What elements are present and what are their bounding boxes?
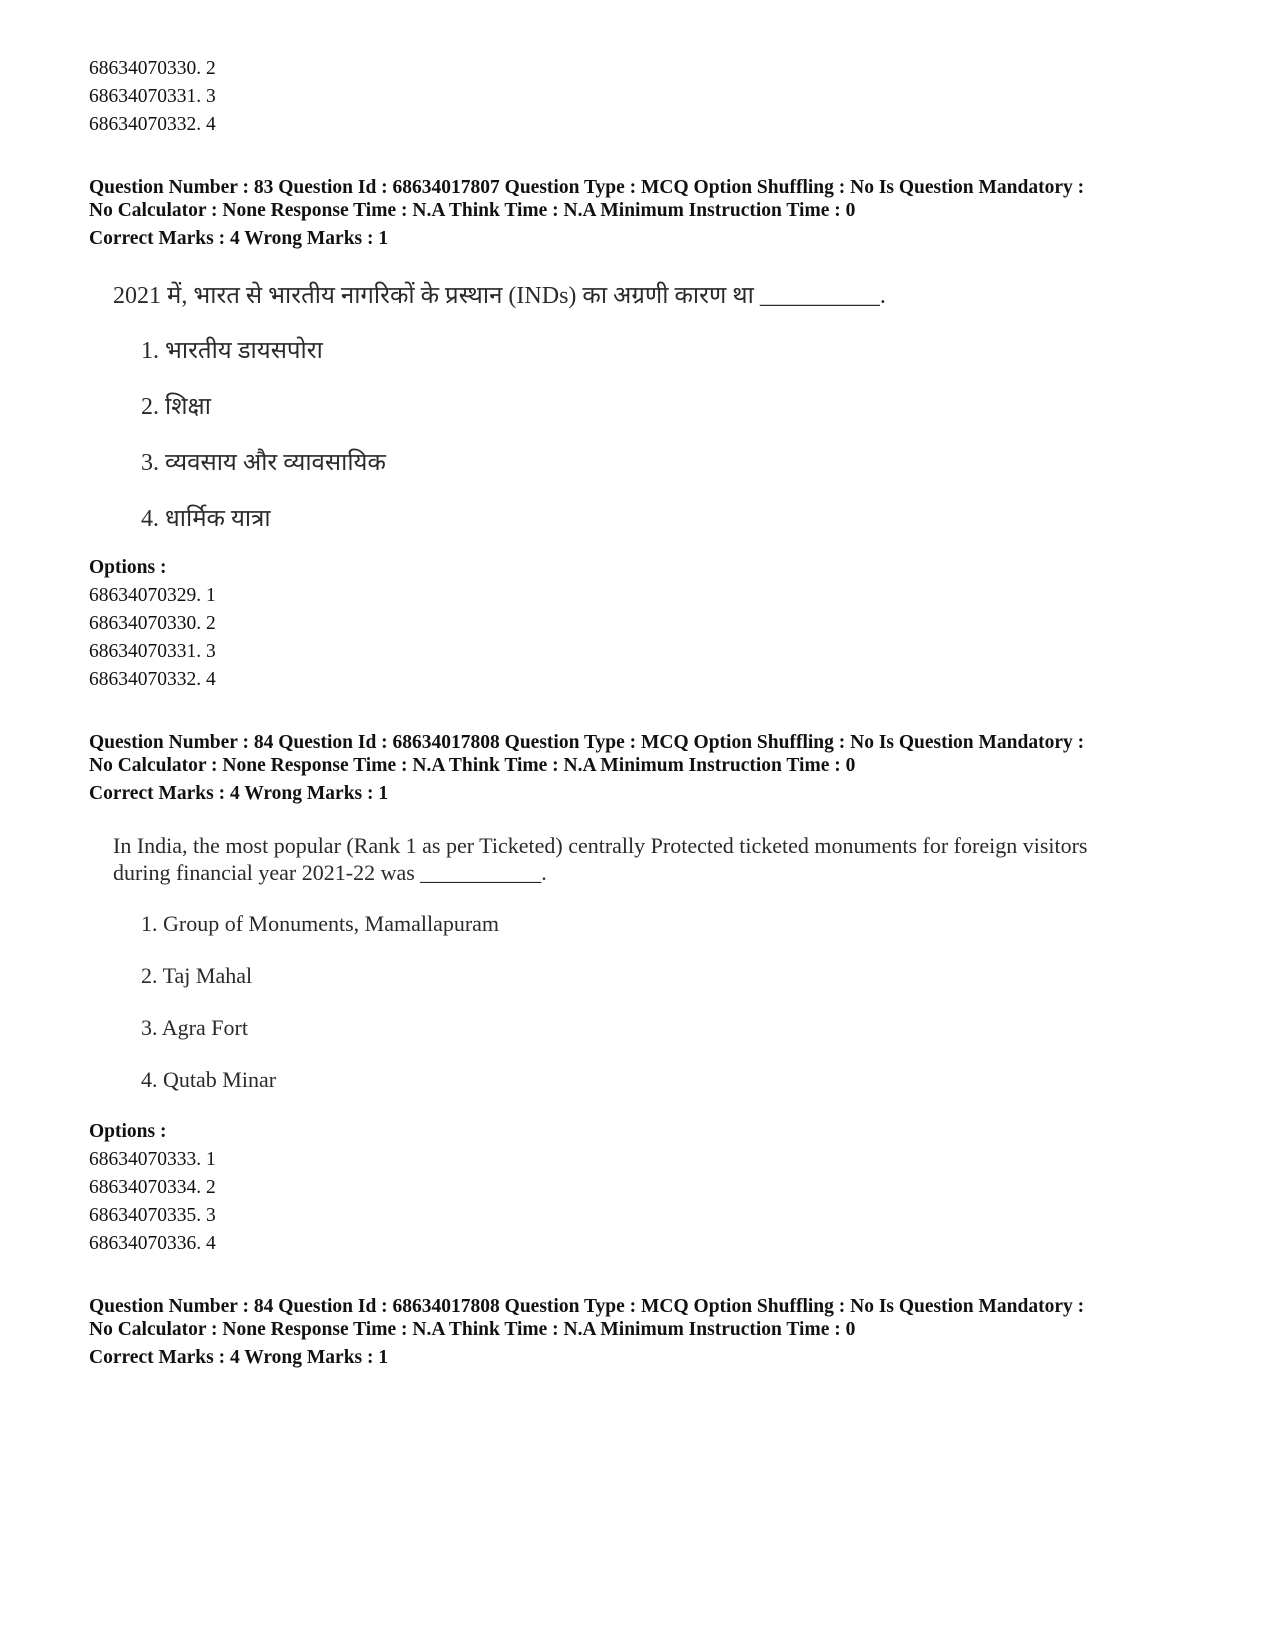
option-id-line: 68634070331. 3 bbox=[89, 86, 216, 107]
option-id-line: 68634070331. 3 bbox=[89, 641, 216, 662]
option-id-line: 68634070334. 2 bbox=[89, 1177, 216, 1198]
question-marks: Correct Marks : 4 Wrong Marks : 1 bbox=[89, 228, 389, 249]
option-id-line: 68634070333. 1 bbox=[89, 1149, 216, 1170]
question-text-line2: during financial year 2021-22 was ___________. bbox=[113, 860, 547, 885]
question-header-line2: No Calculator : None Response Time : N.A Think Time : N.A Minimum Instruction Time : 0 bbox=[89, 755, 856, 776]
question-marks: Correct Marks : 4 Wrong Marks : 1 bbox=[89, 783, 389, 804]
options-label: Options : bbox=[89, 557, 167, 578]
answer-choice: 3. व्यवसाय और व्यावसायिक bbox=[141, 450, 386, 476]
question-marks: Correct Marks : 4 Wrong Marks : 1 bbox=[89, 1347, 389, 1368]
question-header-line2: No Calculator : None Response Time : N.A Think Time : N.A Minimum Instruction Time : 0 bbox=[89, 200, 856, 221]
answer-choice: 1. भारतीय डायसपोरा bbox=[141, 338, 323, 364]
option-id-line: 68634070329. 1 bbox=[89, 585, 216, 606]
answer-choice: 2. Taj Mahal bbox=[141, 963, 253, 988]
option-id-line: 68634070335. 3 bbox=[89, 1205, 216, 1226]
answer-choice: 1. Group of Monuments, Mamallapuram bbox=[141, 911, 500, 936]
answer-choice: 4. धार्मिक यात्रा bbox=[141, 506, 271, 532]
question-header-line1: Question Number : 83 Question Id : 68634017807 Question Type : MCQ Option Shuffling : No Is Question Mandatory : bbox=[89, 177, 1085, 198]
question-text: 2021 में, भारत से भारतीय नागरिकों के प्रस्थान (INDs) का अग्रणी कारण था __________. bbox=[113, 283, 886, 309]
answer-choice: 2. शिक्षा bbox=[141, 394, 211, 420]
answer-choice: 3. Agra Fort bbox=[141, 1015, 248, 1040]
question-header-line1: Question Number : 84 Question Id : 68634017808 Question Type : MCQ Option Shuffling : No Is Question Mandatory : bbox=[89, 1296, 1085, 1317]
option-id-line: 68634070332. 4 bbox=[89, 669, 216, 690]
question-header-line2: No Calculator : None Response Time : N.A Think Time : N.A Minimum Instruction Time : 0 bbox=[89, 1319, 856, 1340]
options-label: Options : bbox=[89, 1121, 167, 1142]
question-text-line1: In India, the most popular (Rank 1 as per Ticketed) centrally Protected ticketed monuments for foreign visitors bbox=[113, 833, 1088, 858]
option-id-line: 68634070330. 2 bbox=[89, 58, 216, 79]
option-id-line: 68634070330. 2 bbox=[89, 613, 216, 634]
option-id-line: 68634070336. 4 bbox=[89, 1233, 216, 1254]
option-id-line: 68634070332. 4 bbox=[89, 114, 216, 135]
answer-choice: 4. Qutab Minar bbox=[141, 1067, 277, 1092]
question-header-line1: Question Number : 84 Question Id : 68634017808 Question Type : MCQ Option Shuffling : No Is Question Mandatory : bbox=[89, 732, 1085, 753]
